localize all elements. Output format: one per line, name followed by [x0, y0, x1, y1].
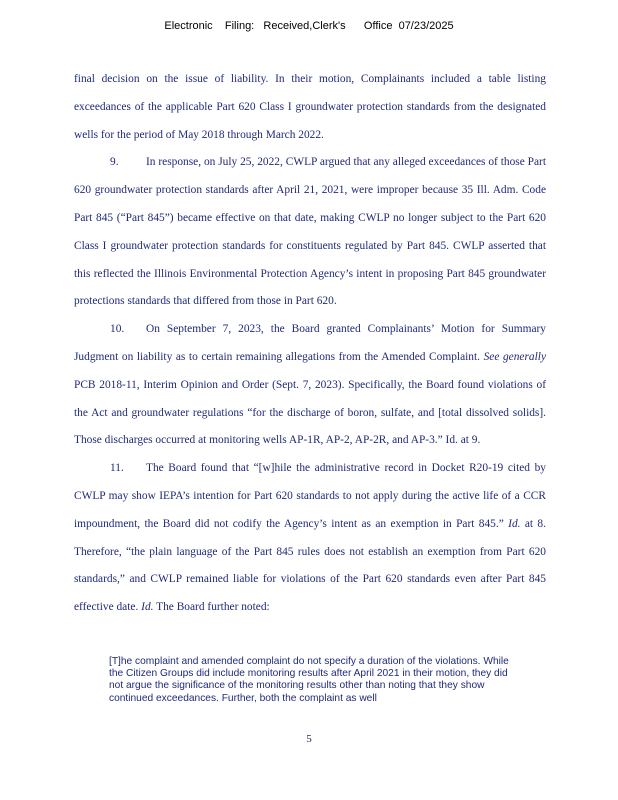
paragraph-number: 10. — [110, 323, 125, 336]
citation-id: Id. — [508, 517, 521, 530]
filing-header: Electronic Filing: Received,Clerk's Office 07/23/2025 — [164, 20, 454, 32]
paragraph-10 — [74, 316, 546, 455]
block-quote — [109, 656, 514, 705]
paragraph-text: The Board found that “[w]hile the administrative record in Docket R20-19 cited by CWLP may show IEPA’s intention for Part 620 standards to not apply during the active life of a CCR impoundment, the Board did not codify the Agency’s intent as an exemption in Part 845.” — [74, 462, 546, 530]
citation-id-2: Id. — [141, 601, 154, 614]
paragraph-11 — [74, 455, 546, 622]
paragraph-number: 9. — [110, 156, 119, 169]
paragraph-text: On September 7, 2023, the Board granted Complainants’ Motion for Summary Judgment on liability as to certain remaining allegations from the Amended Complaint. — [74, 323, 546, 363]
paragraph-text: In response, on July 25, 2022, CWLP argued that any alleged exceedances of those Part 620 groundwater protection standards after April 21, 2021, were improper because 35 Ill. Adm. Code Part 845 (“Part 845”) became effective on that date, making CWLP no longer subject to the Part 620 Class I groundwater protection standards for constituents regulated by Part 845. CWLP asserted that this reflected the Illinois Environmental Protection Agency’s intent in proposing Part 845 groundwater protections standards that differed from those in Part 620. — [74, 156, 546, 308]
paragraph-9 — [74, 149, 546, 316]
paragraph-text-end: The Board further noted: — [156, 601, 270, 614]
document-body — [74, 66, 546, 622]
paragraph-text-continued: PCB 2018-11, Interim Opinion and Order (Sept. 7, 2023). Specifically, the Board found violations of the Act and groundwater regulations “for the discharge of boron, sulfate, and [total dissolved solids]. Those discharges occurred at monitoring wells AP-1R, AP-2, AP-2R, and AP-3.” Id. at 9. — [74, 378, 546, 447]
paragraph-text-middle: at 8. Therefore, “the plain language of the Part 845 rules does not establish an exemption from Part 620 standards,” and CWLP remained liable for violations of the Part 620 standards even after Part 845 effective date. — [74, 517, 546, 614]
block-quote-text: [T]he complaint and amended complaint do not specify a duration of the violations. While the Citizen Groups did include monitoring results after April 2021 in their motion, they did not argue the significance of the monitoring results other than noting that they show continued exceedances. Further, both the complaint as well — [109, 656, 509, 704]
paragraph-continued: final decision on the issue of liability. In their motion, Complainants included a table listing exceedances of the applicable Part 620 Class I groundwater protection standards from the designated wells for the period of May 2018 through March 2022. — [74, 73, 546, 141]
citation-signal: See generally — [483, 350, 546, 363]
paragraph-number: 11. — [110, 462, 124, 475]
page-number: 5 — [306, 733, 312, 745]
